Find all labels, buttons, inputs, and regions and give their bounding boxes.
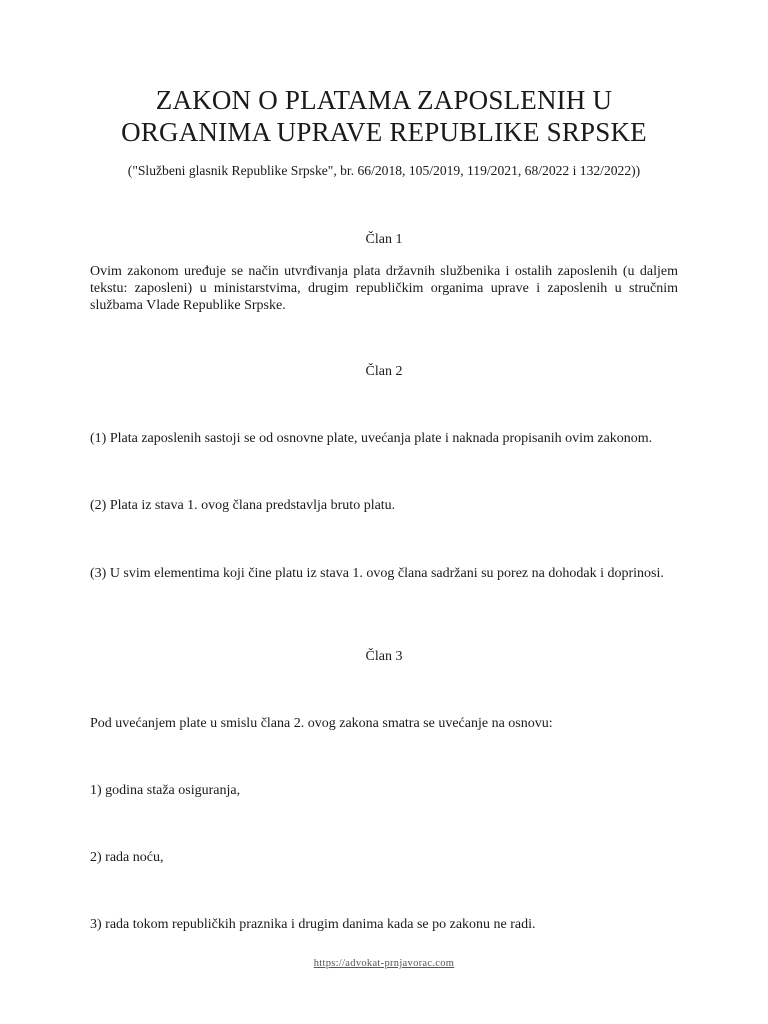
article-heading-3: Član 3: [365, 649, 403, 664]
title-line-1: ZAKON O PLATAMA ZAPOSLENIH U: [155, 85, 613, 115]
article-3-list-item-2: 2) rada noću,: [90, 850, 164, 865]
article-heading-1: Član 1: [365, 232, 403, 247]
document-title: [60, 84, 708, 148]
footer-website-link[interactable]: https://advokat-prnjavorac.com: [313, 958, 455, 969]
title-line-2: ORGANIMA UPRAVE REPUBLIKE SRPSKE: [121, 117, 647, 147]
article-2-paragraph-2: (2) Plata iz stava 1. ovog člana predstavlja bruto platu.: [90, 498, 396, 513]
gazette-citation: ("Službeni glasnik Republike Srpske", br. 66/2018, 105/2019, 119/2021, 68/2022 i 132/2022)): [127, 163, 641, 178]
article-1-paragraph-1: Ovim zakonom uređuje se način utvrđivanja plata državnih službenika i ostalih zaposlenih (u daljem tekstu: zaposleni) u ministarstvima, drugim republičkim organima uprave i zaposlenih u stručnim službama Vlade Republike Srpske.: [90, 264, 678, 313]
article-3-list-item-1: 1) godina staža osiguranja,: [90, 783, 241, 798]
article-heading-2: Član 2: [365, 364, 403, 379]
article-3-paragraph-1: Pod uvećanjem plate u smislu člana 2. ovog zakona smatra se uvećanje na osnovu:: [90, 716, 553, 731]
article-2-paragraph-1: (1) Plata zaposlenih sastoji se od osnovne plate, uvećanja plate i naknada propisanih ovim zakonom.: [90, 431, 653, 446]
article-2-paragraph-3: (3) U svim elementima koji čine platu iz stava 1. ovog člana sadržani su porez na dohodak i doprinosi.: [90, 566, 664, 581]
article-3-list-item-3: 3) rada tokom republičkih praznika i drugim danima kada se po zakonu ne radi.: [90, 917, 536, 932]
